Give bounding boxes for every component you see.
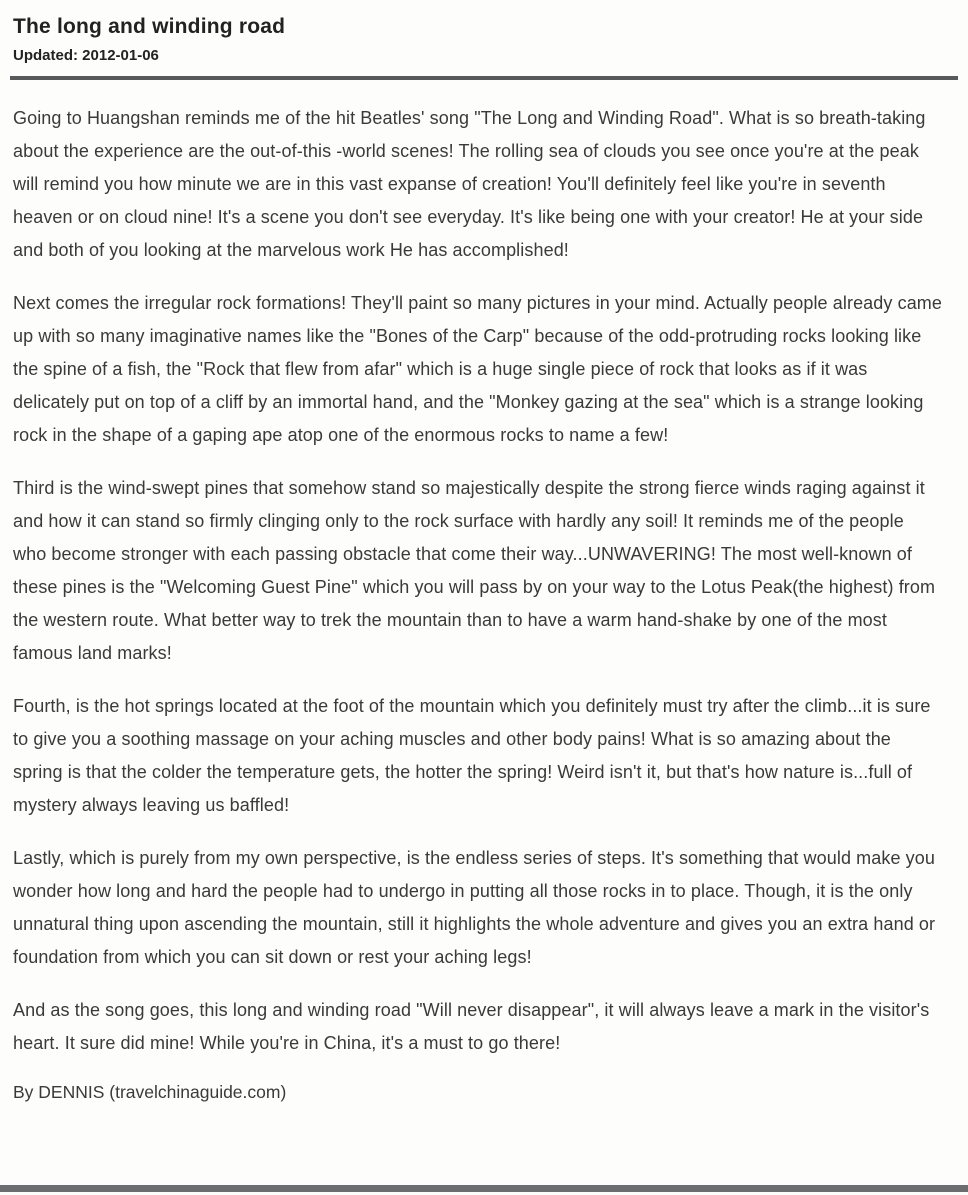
article-body: [0, 80, 968, 1185]
article-paragraph: Lastly, which is purely from my own perspective, is the endless series of steps. It's something that would make you wonder how long and hard the people had to undergo in putting all those rocks in to place. Though, it is the only unnatural thing upon ascending the mountain, still it highlights the whole adventure and gives you an extra hand or foundation from which you can sit down or rest your aching legs!: [13, 848, 936, 967]
article-header: [0, 0, 968, 65]
byline: By DENNIS (travelchinaguide.com): [13, 1082, 287, 1102]
article-paragraph: Third is the wind-swept pines that somehow stand so majestically despite the strong fierce winds raging against it and how it can stand so firmly clinging only to the rock surface with hardly any soil! It reminds me of the people who become stronger with each passing obstacle that come their way...UNWAVERING! The most well-known of these pines is the "Welcoming Guest Pine" which you will pass by on your way to the Lotus Peak(the highest) from the western route. What better way to trek the mountain than to have a warm hand-shake by one of the most famous land marks!: [13, 478, 936, 663]
article-paragraph: And as the song goes, this long and winding road "Will never disappear", it will always leave a mark in the visitor's heart. It sure did mine! While you're in China, it's a must to go there!: [13, 1000, 930, 1053]
article-paragraph: Fourth, is the hot springs located at the foot of the mountain which you definitely must try after the climb...it is sure to give you a soothing massage on your aching muscles and other body pains! What is so amazing about the spring is that the colder the temperature gets, the hotter the spring! Weird isn't it, but that's how nature is...full of mystery always leaving us baffled!: [13, 696, 931, 815]
article-paragraph: Next comes the irregular rock formations! They'll paint so many pictures in your mind. Actually people already came up with so many imaginative names like the "Bones of the Carp" because of the odd-protruding rocks looking like the spine of a fish, the "Rock that flew from afar" which is a huge single piece of rock that looks as if it was delicately put on top of a cliff by an immortal hand, and the "Monkey gazing at the sea" which is a strange looking rock in the shape of a gaping ape atop one of the enormous rocks to name a few!: [13, 293, 943, 445]
page-title: The long and winding road: [13, 15, 286, 38]
article-paragraph: Going to Huangshan reminds me of the hit Beatles' song "The Long and Winding Road". What is so breath-taking about the experience are the out-of-this -world scenes! The rolling sea of clouds you see once you're at the peak will remind you how minute we are in this vast expanse of creation! You'll definitely feel like you're in seventh heaven or on cloud nine! It's a scene you don't see everyday. It's like being one with your creator! He at your side and both of you looking at the marvelous work He has accomplished!: [13, 108, 926, 260]
updated-date: Updated: 2012-01-06: [13, 47, 159, 64]
footer-divider: [0, 1185, 968, 1192]
